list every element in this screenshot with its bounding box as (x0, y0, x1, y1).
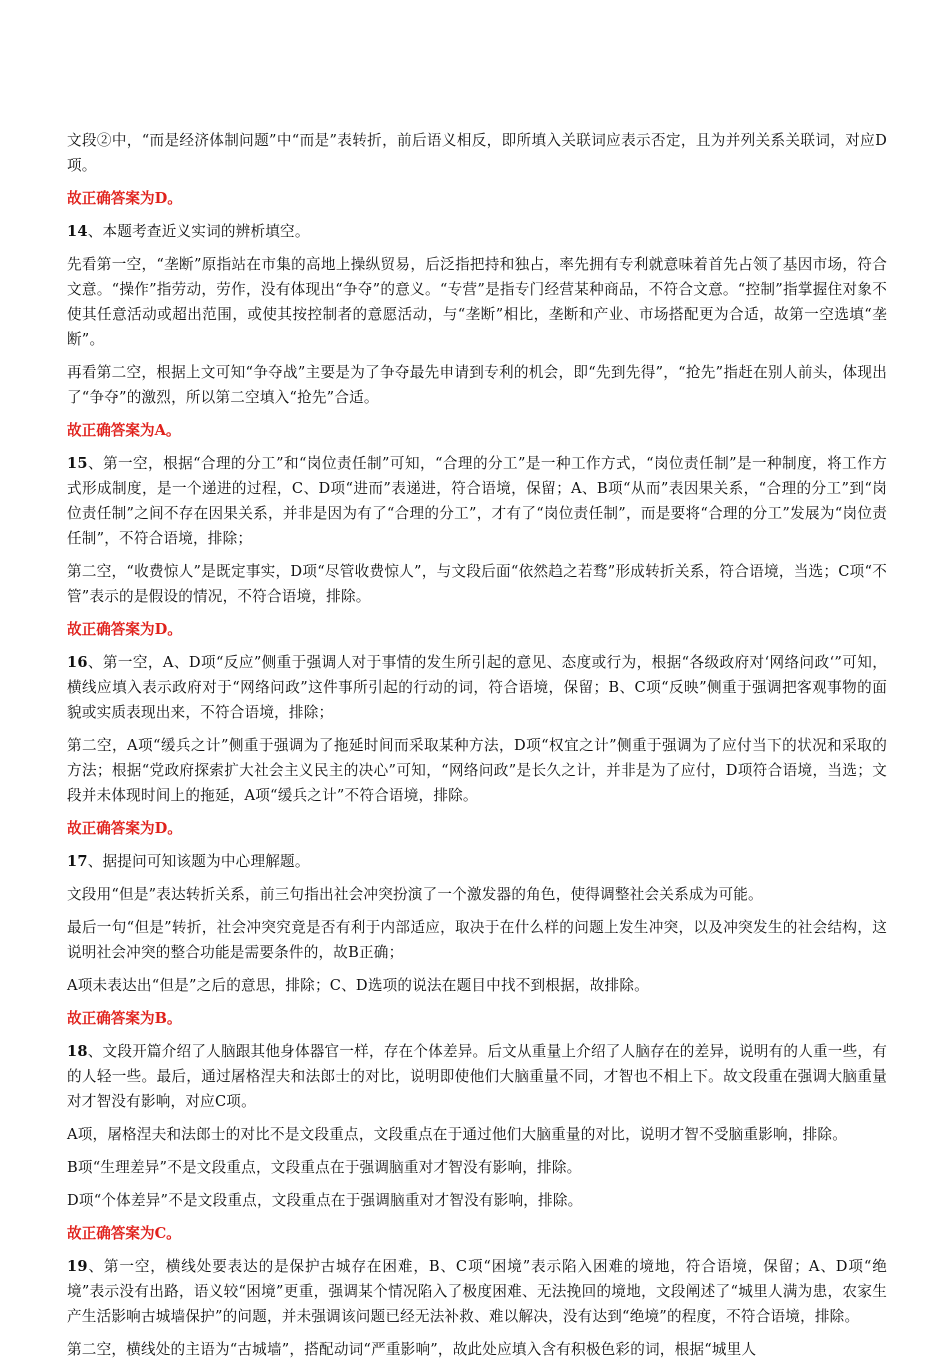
question-paragraph (67, 849, 887, 874)
paragraph-text: 第二空，“收费惊人”是既定事实，D项“尽管收费惊人”，与文段后面“依然趋之若骛”形成转折关系，符合语境，当选；C项“不管”表示的是假设的情况，不符合语境，排除。 (67, 563, 887, 605)
paragraph-text: 故正确答案为C。 (67, 1225, 181, 1242)
paragraph-text: 故正确答案为D。 (67, 190, 182, 207)
explanation-paragraph (67, 252, 887, 352)
answer-line (67, 418, 887, 443)
explanation-paragraph (67, 882, 887, 907)
paragraph-text: 故正确答案为A。 (67, 422, 181, 439)
question-number: 18 (67, 1043, 88, 1060)
paragraph-text: 、第一空，A、D项“反应”侧重于强调人对于事情的发生所引起的意见、态度或行为，根据“各级政府对‘网络问政‘”可知，横线应填入表示政府对于“网络问政”这件事所引起的行动的词，符合语境，保留；B、C项“反映”侧重于强调把客观事物的面貌或实质表现出来，不符合语境，排除； (67, 654, 887, 721)
answer-line (67, 816, 887, 841)
paragraph-text: A项未表达出“但是”之后的意思，排除；C、D选项的说法在题目中找不到根据，故排除。 (67, 977, 649, 994)
explanation-paragraph (67, 1188, 887, 1213)
explanation-paragraph (67, 733, 887, 808)
answer-line (67, 186, 887, 211)
question-number: 15 (67, 455, 88, 472)
answer-line (67, 1006, 887, 1031)
paragraph-text: 故正确答案为D。 (67, 621, 182, 638)
explanation-paragraph (67, 128, 887, 178)
explanation-paragraph (67, 1122, 887, 1147)
question-number: 19 (67, 1258, 88, 1275)
question-paragraph (67, 1039, 887, 1114)
explanation-paragraph (67, 915, 887, 965)
question-number: 16 (67, 654, 88, 671)
paragraph-text: 第二空，横线处的主语为“古城墙”，搭配动词“严重影响”，故此处应填入含有积极色彩的词，根据“城里人 (67, 1341, 757, 1358)
question-number: 14 (67, 223, 88, 240)
explanation-paragraph (67, 1337, 887, 1362)
paragraph-text: 、据提问可知该题为中心理解题。 (87, 853, 310, 870)
paragraph-text: A项，屠格涅夫和法郎士的对比不是文段重点，文段重点在于通过他们大脑重量的对比，说明才智不受脑重影响，排除。 (67, 1126, 848, 1143)
document-page (67, 128, 887, 1370)
paragraph-text: 第二空，A项“缓兵之计”侧重于强调为了拖延时间而采取某种方法，D项“权宜之计”侧重于强调为了应付当下的状况和采取的方法；根据“党政府探索扩大社会主义民主的决心”可知，“网络问政”是长久之计，并非是为了应付，D项符合语境，当选；文段并未体现时间上的拖延，A项“缓兵之计”不符合语境，排除。 (67, 737, 887, 804)
question-paragraph (67, 1254, 887, 1329)
question-paragraph (67, 650, 887, 725)
paragraph-text: 、本题考查近义实词的辨析填空。 (87, 223, 310, 240)
paragraph-text: 、第一空，横线处要表达的是保护古城存在困难，B、C项“困境”表示陷入困难的境地，符合语境，保留；A、D项“绝境”表示没有出路，语义较“困境”更重，强调某个情况陷入了极度困难、无法挽回的境地，文段阐述了“城里人满为患，农家生产生活影响古城墙保护”的问题，并未强调该问题已经无法补救、难以解决，没有达到“绝境”的程度，不符合语境，排除。 (67, 1258, 887, 1325)
explanation-paragraph (67, 360, 887, 410)
explanation-paragraph (67, 973, 887, 998)
paragraph-text: 文段用“但是”表达转折关系，前三句指出社会冲突扮演了一个激发器的角色，使得调整社会关系成为可能。 (67, 886, 763, 903)
paragraph-text: 再看第二空，根据上文可知“争夺战”主要是为了争夺最先申请到专利的机会，即“先到先得”，“抢先”指赶在别人前头，体现出了“争夺”的激烈，所以第二空填入“抢先”合适。 (67, 364, 887, 406)
paragraph-text: 、文段开篇介绍了人脑跟其他身体器官一样，存在个体差异。后文从重量上介绍了人脑存在的差异，说明有的人重一些，有的人轻一些。最后，通过屠格涅夫和法郎士的对比，说明即使他们大脑重量不同，才智也不相上下。故文段重在强调大脑重量对才智没有影响，对应C项。 (67, 1043, 887, 1110)
question-number: 17 (67, 853, 88, 870)
paragraph-text: 故正确答案为D。 (67, 820, 182, 837)
question-paragraph (67, 219, 887, 244)
paragraph-text: B项“生理差异”不是文段重点，文段重点在于强调脑重对才智没有影响，排除。 (67, 1159, 582, 1176)
paragraph-text: D项“个体差异”不是文段重点，文段重点在于强调脑重对才智没有影响，排除。 (67, 1192, 583, 1209)
paragraph-text: 先看第一空，“垄断”原指站在市集的高地上操纵贸易，后泛指把持和独占，率先拥有专利就意味着首先占领了基因市场，符合文意。“操作”指劳动，劳作，没有体现出“争夺”的意义。“专营”是指专门经营某种商品，不符合文意。“控制”指掌握住对象不使其任意活动或超出范围，或使其按控制者的意愿活动，与“垄断”相比，垄断和产业、市场搭配更为合适，故第一空选填“垄断”。 (67, 256, 887, 348)
paragraph-text: 故正确答案为B。 (67, 1010, 182, 1027)
paragraph-text: 文段②中，“而是经济体制问题”中“而是”表转折，前后语义相反，即所填入关联词应表示否定，且为并列关系关联词，对应D项。 (67, 132, 887, 174)
question-paragraph (67, 451, 887, 551)
answer-line (67, 1221, 887, 1246)
paragraph-text: 最后一句“但是”转折，社会冲突究竟是否有利于内部适应，取决于在什么样的问题上发生冲突，以及冲突发生的社会结构，这说明社会冲突的整合功能是需要条件的，故B正确； (67, 919, 887, 961)
explanation-paragraph (67, 559, 887, 609)
explanation-paragraph (67, 1155, 887, 1180)
answer-line (67, 617, 887, 642)
paragraph-text: 、第一空，根据“合理的分工”和“岗位责任制”可知，“合理的分工”是一种工作方式，“岗位责任制”是一种制度，将工作方式形成制度，是一个递进的过程，C、D项“进而”表递进，符合语境，保留；A、B项“从而”表因果关系，“合理的分工”到“岗位责任制”之间不存在因果关系，并非是因为有了“合理的分工”，才有了“岗位责任制”，而是要将“合理的分工”发展为“岗位责任制”，不符合语境，排除； (67, 455, 887, 547)
